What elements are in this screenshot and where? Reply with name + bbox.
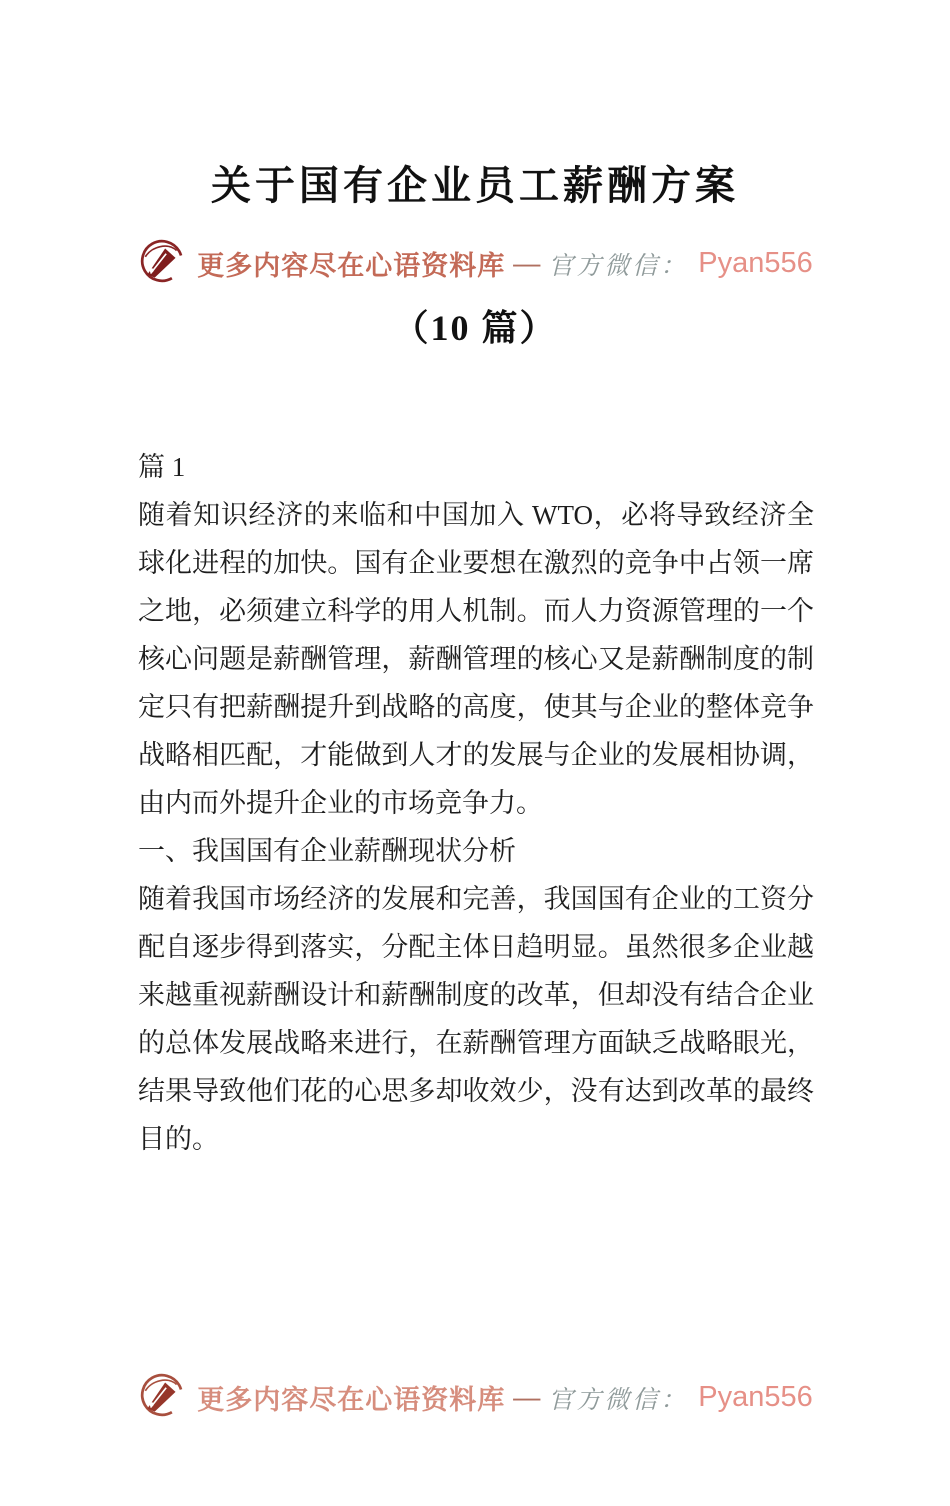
- watermark-dash: —: [513, 1382, 541, 1412]
- watermark-main-text: 更多内容尽在心语资料库: [197, 1385, 506, 1415]
- footer-watermark: [0, 1370, 950, 1425]
- watermark-wechat-id: Pyan556: [698, 247, 813, 279]
- paragraph-2: 随着我国市场经济的发展和完善，我国国有企业的工资分配自逐步得到落实，分配主体日趋明显。虽然很多企业越来越重视薪酬设计和薪酬制度的改革，但却没有结合企业的总体发展战略来进行，在薪酬管理方面缺乏战略眼光，结果导致他们花的心思多却收效少，没有达到改革的最终目的。: [138, 884, 814, 1154]
- document-title: 关于国有企业员工薪酬方案: [211, 163, 739, 208]
- watermark-label: 官方微信：: [548, 252, 689, 280]
- watermark-wechat-id: Pyan556: [698, 1381, 813, 1413]
- section-label: 篇 1: [138, 452, 186, 482]
- paragraph-1: 随着知识经济的来临和中国加入 WTO，必将导致经济全球化进程的加快。国有企业要想在激烈的竞争中占领一席之地，必须建立科学的用人机制。而人力资源管理的一个核心问题是薪酬管理，薪酬管理的核心又是薪酬制度的制定只有把薪酬提升到战略的高度，使其与企业的整体竞争战略相匹配，才能做到人才的发展与企业的发展相协调，由内而外提升企业的市场竞争力。: [138, 500, 814, 818]
- watermark-label: 官方微信：: [548, 1386, 689, 1414]
- document-subtitle: （10 篇）: [392, 308, 558, 348]
- watermark-dash: —: [513, 248, 541, 278]
- watermark-main-text: 更多内容尽在心语资料库: [197, 251, 506, 281]
- section-heading: 一、我国国有企业薪酬现状分析: [138, 836, 516, 866]
- pen-swirl-logo-icon: [137, 236, 187, 291]
- document-body: [138, 443, 814, 1163]
- pen-swirl-logo-icon: [137, 1370, 187, 1425]
- header-watermark: [0, 236, 950, 291]
- document-page: [0, 162, 950, 1506]
